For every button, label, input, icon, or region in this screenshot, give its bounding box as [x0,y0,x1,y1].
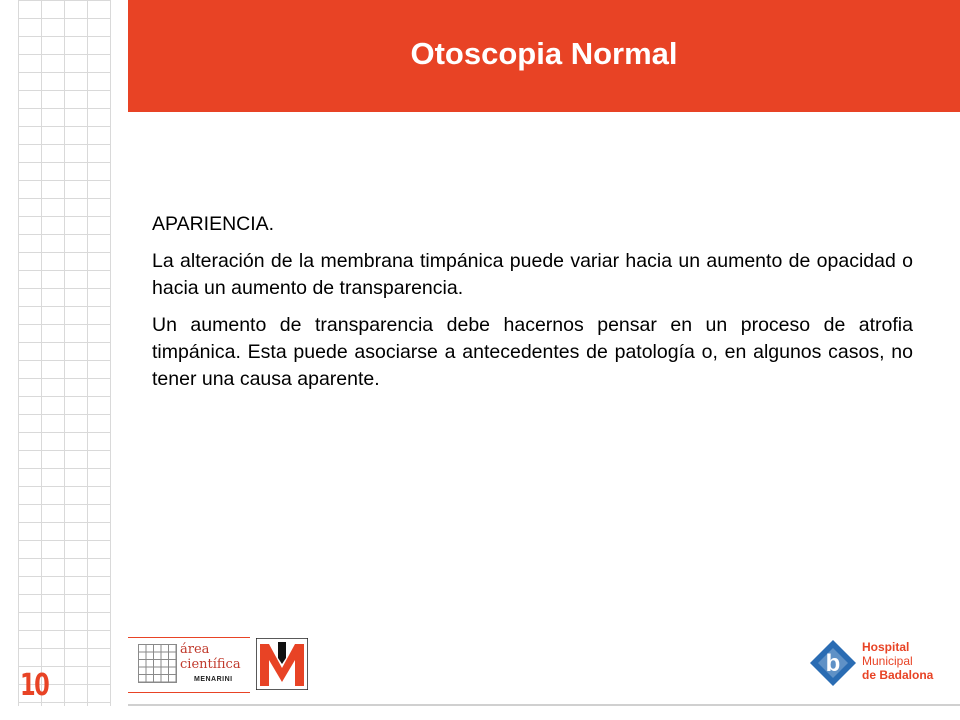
menarini-m-logo [256,638,308,690]
logo-text [180,642,241,672]
hospital-line-1: Hospital [862,640,910,654]
paragraph-2: Un aumento de transparencia debe hacernos pensar en un proceso de atrofia timpánica. Esta puede asociarse a antecedentes de patología o, en algunos casos, no tener una causa aparente. [152,314,913,390]
paragraph-1: La alteración de la membrana timpánica puede variar hacia un aumento de opacidad o hacia un aumento de transparencia. [152,250,913,299]
section-heading: APARIENCIA. [152,213,275,235]
logo-line-1: área [180,642,210,657]
hospital-text [862,640,933,682]
logo-subtitle: MENARINI [194,676,233,683]
decorative-grid [18,0,111,706]
slide-number: 10 [20,668,49,703]
logo-line-2: científica [180,657,241,672]
slide-body [152,211,913,403]
hospital-line-3: de Badalona [862,668,934,682]
hospital-line-2: Municipal [862,654,913,668]
page-title: Otoscopia Normal [410,36,678,71]
hospital-badalona-logo [808,636,948,690]
footer-divider [128,704,960,706]
area-cientifica-logo [128,637,250,693]
logo-grid-icon [138,644,177,683]
hospital-mark: b [825,650,841,677]
hospital-b-icon [808,638,858,688]
